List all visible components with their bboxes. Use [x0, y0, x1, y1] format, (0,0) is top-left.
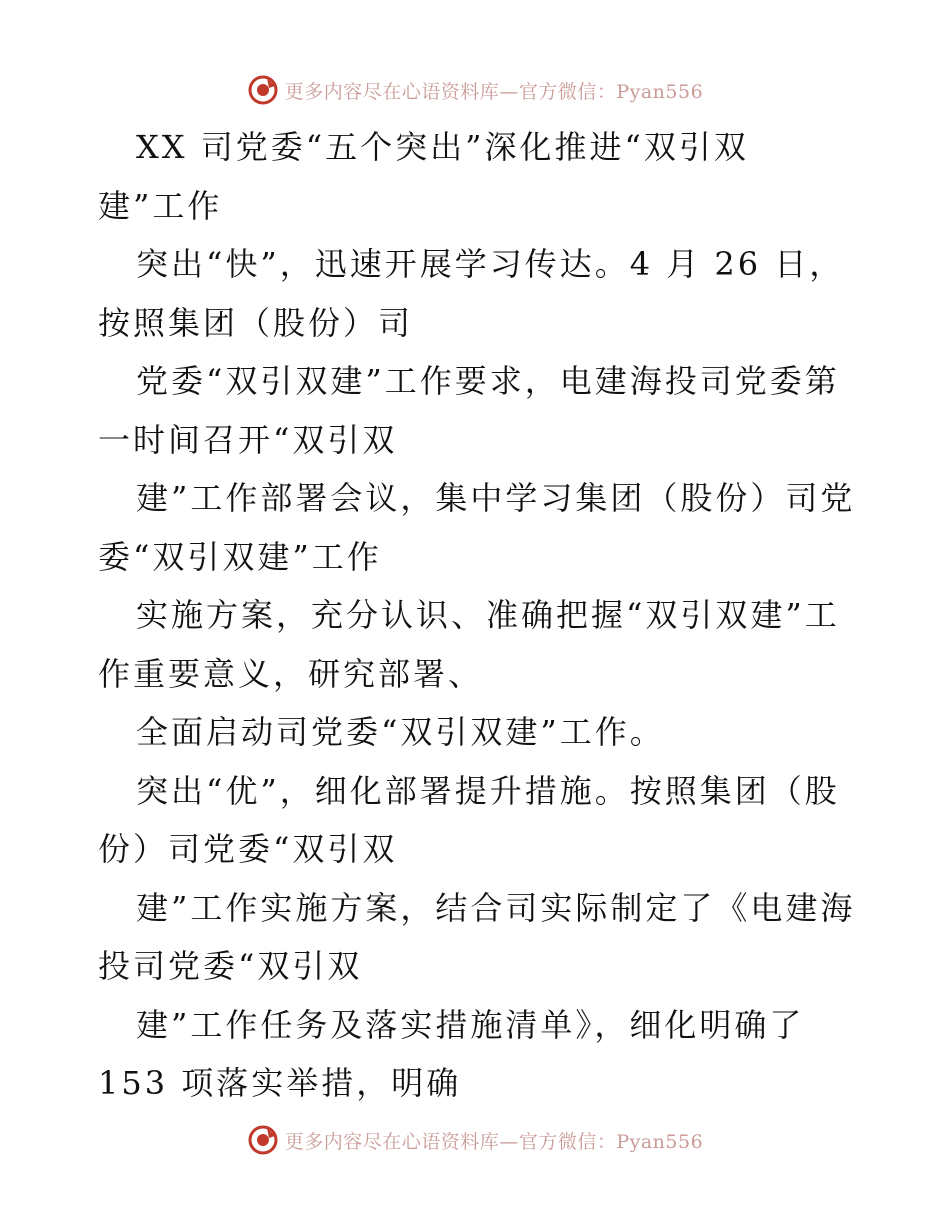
- text-line: 突出“快”，迅速开展学习传达。4 月 26 日，: [136, 245, 845, 283]
- footer-watermark: [0, 1120, 950, 1160]
- text-line: 建”工作: [98, 186, 223, 225]
- text-line: 委“双引双建”工作: [98, 537, 382, 576]
- header-watermark: [0, 70, 950, 110]
- text-line: 实施方案，充分认识、准确把握“双引双建”工: [136, 596, 840, 634]
- text-line: 建”工作实施方案，结合司实际制定了《电建海: [136, 888, 856, 927]
- text-line: 党委“双引双建”工作要求，电建海投司党委第: [136, 362, 840, 400]
- text-line: 建”工作部署会议，集中学习集团（股份）司党: [136, 479, 856, 517]
- text-line: 153 项落实举措，明确: [98, 1064, 462, 1102]
- watermark-text: 更多内容尽在心语资料库—官方微信：Pyan556: [284, 1130, 704, 1153]
- text-line: 全面启动司党委“双引双建”工作。: [136, 713, 665, 751]
- watermark-text: 更多内容尽在心语资料库—官方微信：Pyan556: [284, 80, 704, 103]
- document-body: [98, 118, 858, 1113]
- text-line: XX 司党委“五个突出”深化推进“双引双: [136, 128, 749, 166]
- logo-icon: [247, 1124, 279, 1156]
- text-line: 建”工作任务及落实措施清单》，细化明确了: [136, 1005, 805, 1044]
- text-line: 份）司党委“双引双: [98, 830, 398, 868]
- text-line: 投司党委“双引双: [98, 947, 363, 985]
- text-line: 按照集团（股份）司: [98, 303, 414, 342]
- text-line: 一时间召开“双引双: [98, 420, 398, 459]
- logo-icon: [247, 74, 279, 106]
- text-line: 突出“优”，细化部署提升措施。按照集团（股: [136, 771, 840, 810]
- text-line: 作重要意义，研究部署、: [98, 654, 484, 693]
